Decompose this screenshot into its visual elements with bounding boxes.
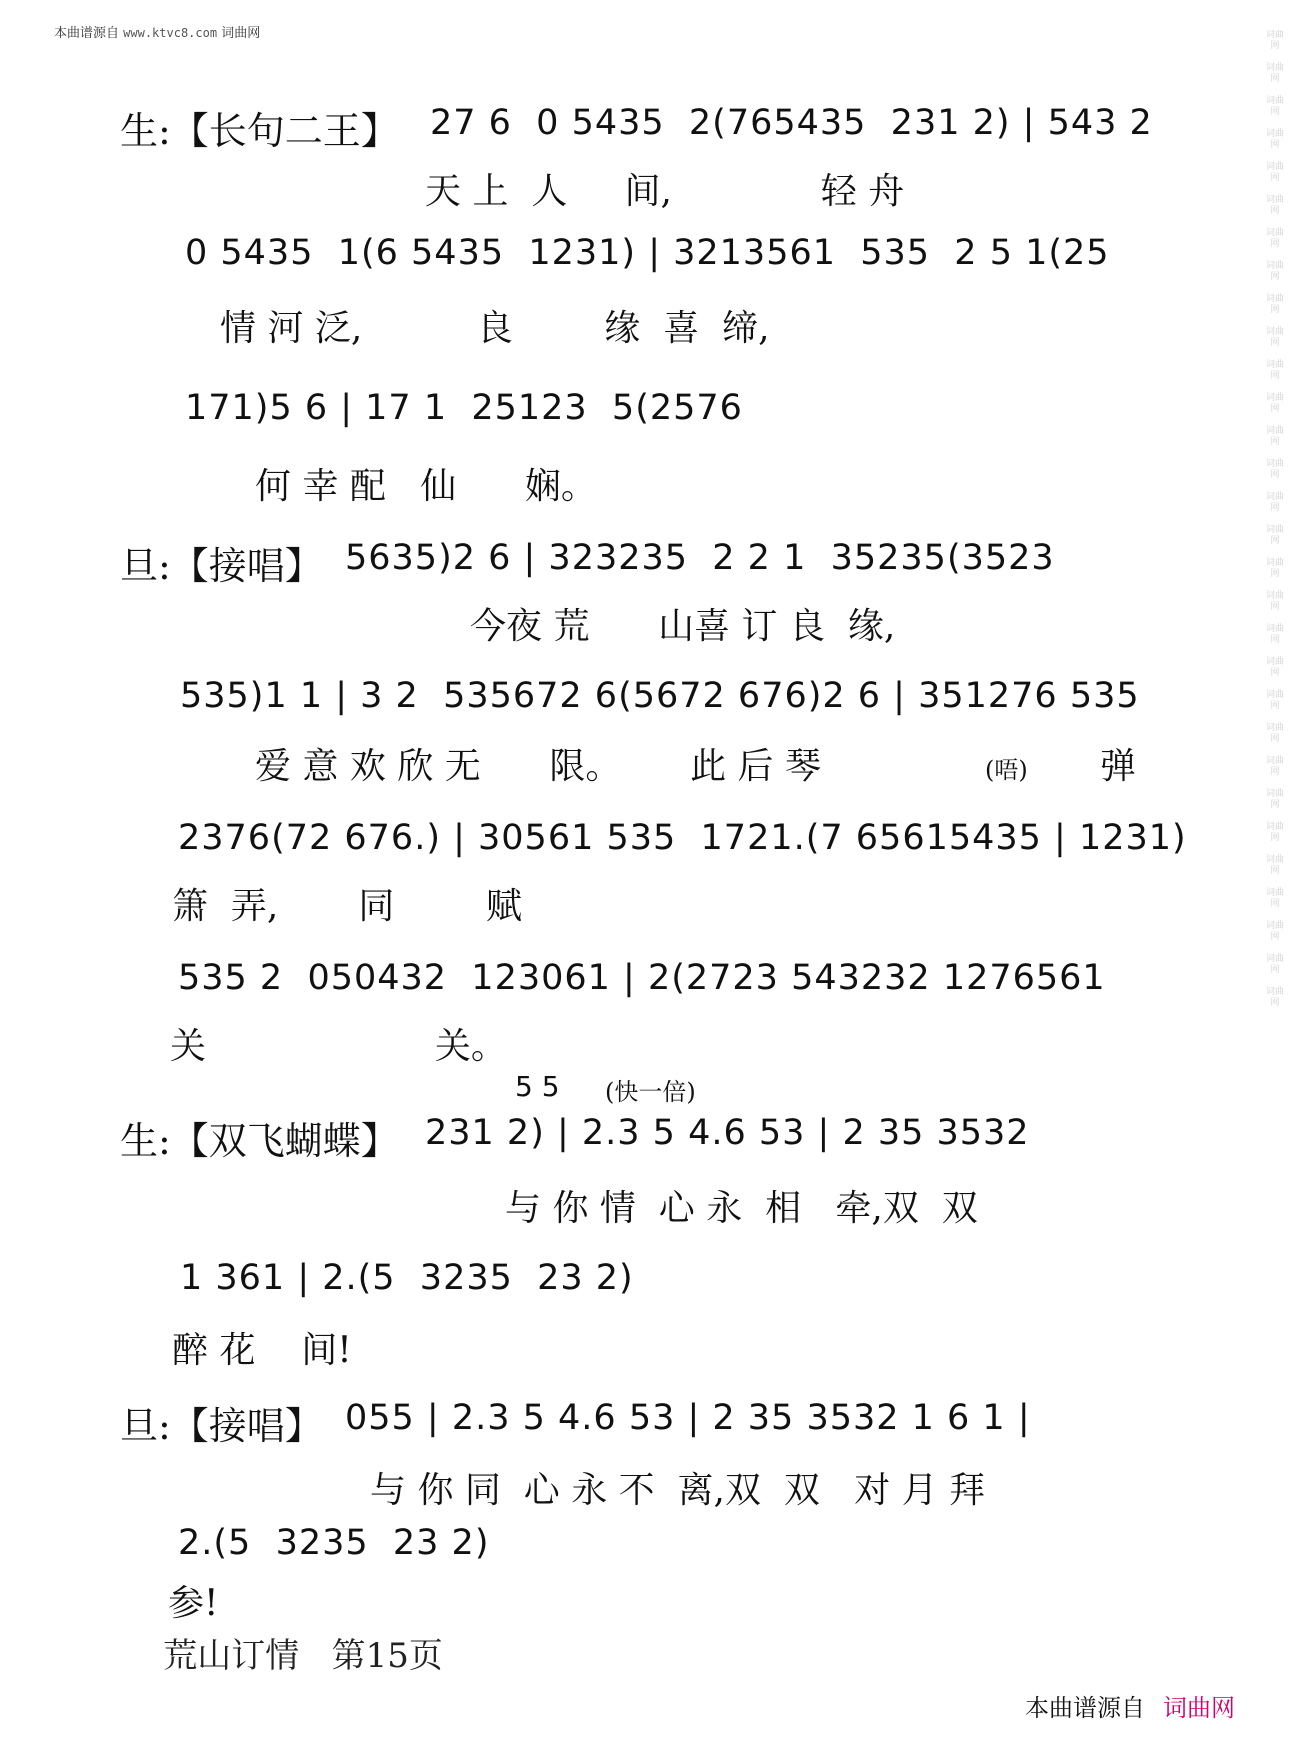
watermark-text: 词曲网 — [1266, 195, 1284, 216]
watermark-text: 词曲网 — [1266, 129, 1284, 150]
role-label: 生:【双飞蝴蝶】 — [120, 1119, 399, 1163]
watermark-text: 词曲网 — [1266, 954, 1284, 975]
watermark-text: 词曲网 — [1266, 855, 1284, 876]
role-label: 生:【长句二王】 — [120, 109, 399, 153]
tempo-marking: (快一倍) — [605, 1078, 696, 1106]
notation: 171)5 6 | 17 1 25123 5(2576 — [185, 388, 743, 428]
watermark-text: 词曲网 — [1266, 426, 1284, 447]
header-source-text: 本曲谱源自 — [54, 26, 120, 41]
watermark-text: 词曲网 — [1266, 987, 1284, 1008]
lyrics-tail: 弹 — [1100, 746, 1137, 787]
score-line-6 — [0, 810, 1290, 927]
page-number: 第15页 — [331, 1636, 443, 1676]
watermark-text: 词曲网 — [1266, 360, 1284, 381]
watermark-text: 词曲网 — [1266, 30, 1284, 51]
score-line-4 — [0, 530, 1290, 650]
lyrics: 参! — [168, 1583, 219, 1624]
watermark-text: 词曲网 — [1266, 63, 1284, 84]
notation: 5635)2 6 | 323235 2 2 1 35235(3523 — [345, 538, 1055, 578]
footer-source[interactable] — [1025, 1688, 1235, 1723]
watermark-text: 词曲网 — [1266, 459, 1284, 480]
lyrics: 何 幸 配 仙 娴。 — [255, 466, 597, 507]
lyrics: 情 河 泛, 良 缘 喜 缔, — [220, 308, 770, 349]
lyrics: 箫 弄, 同 赋 — [172, 886, 522, 927]
watermark-text: 词曲网 — [1266, 96, 1284, 117]
watermark-gap — [1266, 514, 1284, 525]
lyrics: 醉 花 间! — [172, 1330, 352, 1371]
watermark-text: 词曲网 — [1266, 789, 1284, 810]
header-source-link[interactable] — [54, 22, 260, 41]
notation: 0 5435 1(6 5435 1231) | 3213561 535 2 5 1(25 — [185, 233, 1110, 273]
role-label: 旦:【接唱】 — [120, 544, 323, 588]
notation: 231 2) | 2.3 5 4.6 53 | 2 35 3532 — [425, 1113, 1030, 1153]
score-line-10 — [0, 1390, 1290, 1510]
score-line-9 — [0, 1250, 1290, 1370]
watermark-text: 词曲网 — [1266, 624, 1284, 645]
watermark-text: 词曲网 — [1266, 558, 1284, 579]
watermark-text: 词曲网 — [1266, 888, 1284, 909]
notation: 535 2 050432 123061 | 2(2723 543232 1276561 — [178, 958, 1106, 998]
song-title: 荒山订情 — [163, 1636, 300, 1676]
above-notes: 5 5 — [515, 1070, 560, 1103]
lyrics: 爱 意 欢 欣 无 限。 此 后 琴 — [255, 746, 821, 787]
small-lyric: (唔) — [985, 756, 1028, 784]
notation: 27 6 0 5435 2(765435 231 2) | 543 2 — [430, 103, 1153, 143]
watermark-text: 词曲网 — [1266, 327, 1284, 348]
header-url[interactable]: www.ktvc8.com — [123, 26, 218, 40]
watermark-text: 词曲网 — [1266, 162, 1284, 183]
watermark-text: 词曲网 — [1266, 690, 1284, 711]
score-line-2 — [0, 225, 1290, 349]
lyrics: 今夜 荒 山喜 订 良 缘, — [470, 606, 896, 647]
watermark-text: 词曲网 — [1266, 822, 1284, 843]
watermark-text: 词曲网 — [1266, 657, 1284, 678]
lyrics: 与 你 情 心 永 相 牵,双 双 — [505, 1188, 978, 1229]
watermark-text: 词曲网 — [1266, 228, 1284, 249]
watermark-text: 词曲网 — [1266, 591, 1284, 612]
watermark-gap — [1266, 349, 1284, 360]
lyrics: 与 你 同 心 永 不 离,双 双 对 月 拜 — [370, 1470, 986, 1511]
score-line-8 — [0, 1070, 1290, 1230]
watermark-text: 词曲网 — [1266, 525, 1284, 546]
footer-site-link[interactable]: 词曲网 — [1163, 1694, 1235, 1722]
notation: 535)1 1 | 3 2 535672 6(5672 676)2 6 | 351276 535 — [180, 676, 1140, 716]
lyrics: 关 关。 — [170, 1026, 507, 1067]
notation: 055 | 2.3 5 4.6 53 | 2 35 3532 1 6 1 | — [345, 1398, 1031, 1438]
notation: 2.(5 3235 23 2) — [178, 1523, 490, 1563]
lyrics: 天 上 人 间, 轻 舟 — [425, 171, 905, 212]
watermark-text: 词曲网 — [1266, 921, 1284, 942]
header-site: 词曲网 — [221, 26, 261, 41]
footer-source-text: 本曲谱源自 — [1025, 1694, 1145, 1722]
watermark-text: 词曲网 — [1266, 393, 1284, 414]
notation: 1 361 | 2.(5 3235 23 2) — [180, 1258, 634, 1298]
notation: 2376(72 676.) | 30561 535 1721.(7 65615435 | 1231) — [178, 818, 1187, 858]
footer-title — [120, 1588, 443, 1717]
score-line-5 — [0, 668, 1290, 788]
watermark-text: 词曲网 — [1266, 294, 1284, 315]
watermark-gap — [1266, 52, 1284, 63]
watermark-text: 词曲网 — [1266, 756, 1284, 777]
watermark-text: 词曲网 — [1266, 261, 1284, 282]
watermark-text: 词曲网 — [1266, 723, 1284, 744]
score-line-7 — [0, 950, 1290, 1067]
watermark-text: 词曲网 — [1266, 492, 1284, 513]
role-label: 旦:【接唱】 — [120, 1404, 323, 1448]
